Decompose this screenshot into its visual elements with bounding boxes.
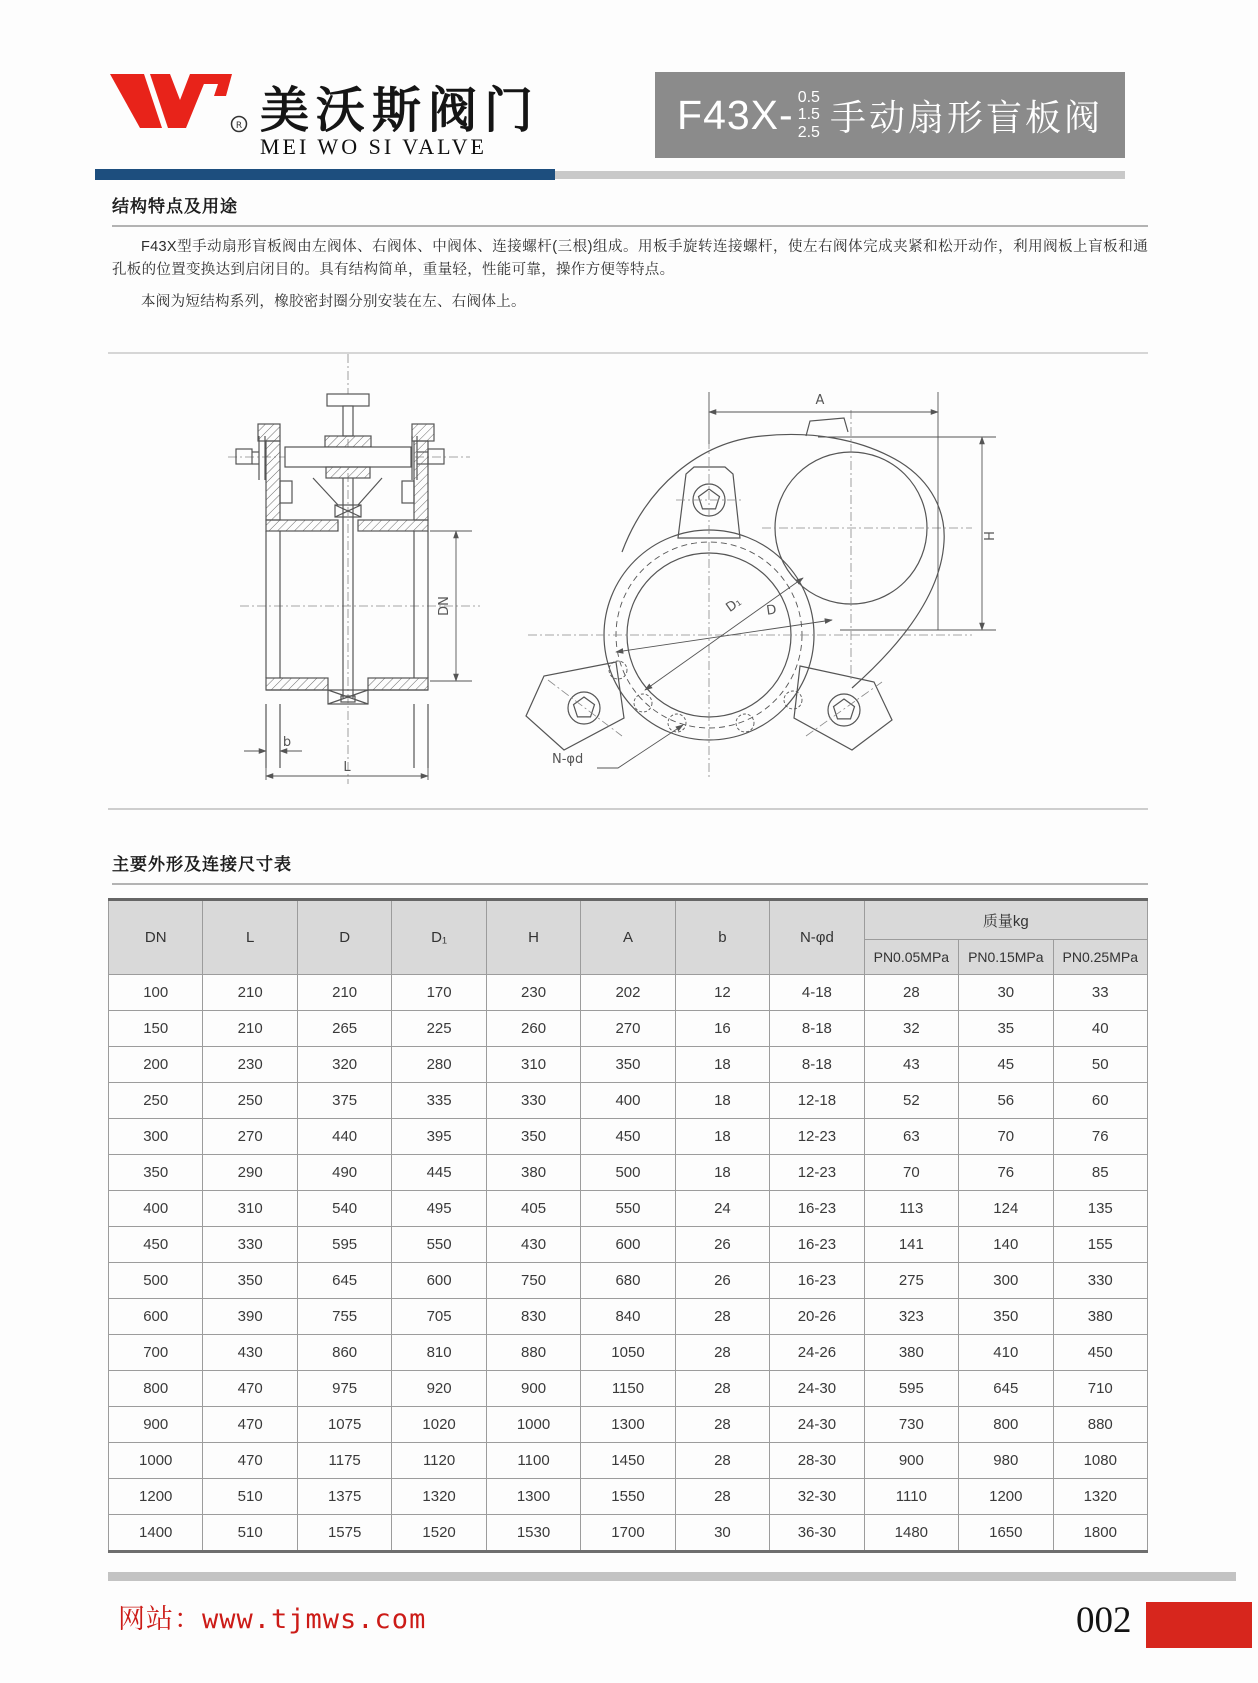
table-cell: 980 [959, 1443, 1053, 1479]
table-cell: 4-18 [770, 975, 864, 1011]
table-cell: 920 [392, 1371, 486, 1407]
table-cell: 140 [959, 1227, 1053, 1263]
table-cell: 1450 [581, 1443, 675, 1479]
table-cell: 155 [1053, 1227, 1147, 1263]
table-cell: 24 [675, 1191, 769, 1227]
dim-label-d1: D₁ [723, 594, 745, 616]
dimension-table [108, 898, 1148, 1553]
table-cell: 700 [109, 1335, 203, 1371]
table-cell: 390 [203, 1299, 297, 1335]
table-cell: 900 [486, 1371, 580, 1407]
table-cell: 450 [581, 1119, 675, 1155]
table-cell: 1480 [864, 1515, 958, 1552]
pressure-rating: 1.5 [797, 106, 820, 124]
table-cell: 202 [581, 975, 675, 1011]
table-cell: 335 [392, 1083, 486, 1119]
table-cell: 495 [392, 1191, 486, 1227]
table-cell: 1400 [109, 1515, 203, 1552]
table-cell: 28 [675, 1479, 769, 1515]
table-cell: 750 [486, 1263, 580, 1299]
footer-divider-bar [108, 1572, 1236, 1581]
table-cell: 45 [959, 1047, 1053, 1083]
table-cell: 350 [581, 1047, 675, 1083]
table-cell: 860 [297, 1335, 391, 1371]
table-cell: 800 [109, 1371, 203, 1407]
table-cell: 450 [109, 1227, 203, 1263]
table-row [109, 1299, 1148, 1335]
table-row [109, 1371, 1148, 1407]
table-row [109, 1479, 1148, 1515]
table-cell: 550 [581, 1191, 675, 1227]
table-cell: 395 [392, 1119, 486, 1155]
table-cell: 8-18 [770, 1047, 864, 1083]
table-cell: 28 [864, 975, 958, 1011]
table-cell: 56 [959, 1083, 1053, 1119]
table-cell: 76 [959, 1155, 1053, 1191]
table-cell: 225 [392, 1011, 486, 1047]
table-cell: 260 [486, 1011, 580, 1047]
table-cell: 900 [864, 1443, 958, 1479]
table-cell: 300 [109, 1119, 203, 1155]
table-cell: 350 [203, 1263, 297, 1299]
table-cell: 24-26 [770, 1335, 864, 1371]
table-cell: 600 [581, 1227, 675, 1263]
table-cell: 1320 [1053, 1479, 1147, 1515]
table-cell: 400 [109, 1191, 203, 1227]
table-cell: 880 [1053, 1407, 1147, 1443]
table-row [109, 1335, 1148, 1371]
table-cell: 28 [675, 1299, 769, 1335]
table-cell: 18 [675, 1047, 769, 1083]
column-header: L [203, 900, 297, 975]
table-cell: 810 [392, 1335, 486, 1371]
table-cell: 250 [203, 1083, 297, 1119]
table-row [109, 975, 1148, 1011]
table-cell: 730 [864, 1407, 958, 1443]
table-cell: 12-23 [770, 1119, 864, 1155]
table-cell: 28 [675, 1335, 769, 1371]
table-cell: 16-23 [770, 1227, 864, 1263]
header-accent-bar-gray [555, 171, 1125, 179]
table-cell: 405 [486, 1191, 580, 1227]
table-cell: 510 [203, 1515, 297, 1552]
table-cell: 1150 [581, 1371, 675, 1407]
table-cell: 70 [864, 1155, 958, 1191]
table-cell: 150 [109, 1011, 203, 1047]
table-cell: 135 [1053, 1191, 1147, 1227]
column-header: D₁ [392, 900, 486, 975]
table-cell: 600 [109, 1299, 203, 1335]
table-cell: 400 [581, 1083, 675, 1119]
table-cell: 595 [864, 1371, 958, 1407]
table-cell: 1375 [297, 1479, 391, 1515]
table-row [109, 1083, 1148, 1119]
valve-front-view-drawing [500, 340, 1000, 780]
header-accent-bar-blue [95, 169, 555, 180]
table-cell: 32-30 [770, 1479, 864, 1515]
product-title-banner [655, 72, 1125, 158]
table-cell: 330 [1053, 1263, 1147, 1299]
table-cell: 26 [675, 1227, 769, 1263]
table-cell: 680 [581, 1263, 675, 1299]
table-cell: 1200 [109, 1479, 203, 1515]
table-cell: 28 [675, 1371, 769, 1407]
table-cell: 28 [675, 1443, 769, 1479]
table-cell: 550 [392, 1227, 486, 1263]
table-cell: 380 [486, 1155, 580, 1191]
table-cell: 645 [297, 1263, 391, 1299]
table-cell: 1080 [1053, 1443, 1147, 1479]
table-cell: 141 [864, 1227, 958, 1263]
table-cell: 375 [297, 1083, 391, 1119]
table-cell: 63 [864, 1119, 958, 1155]
table-cell: 470 [203, 1371, 297, 1407]
table-cell: 490 [297, 1155, 391, 1191]
table-cell: 60 [1053, 1083, 1147, 1119]
table-cell: 1050 [581, 1335, 675, 1371]
table-cell: 410 [959, 1335, 1053, 1371]
table-cell: 52 [864, 1083, 958, 1119]
table-cell: 265 [297, 1011, 391, 1047]
footer-accent-block [1146, 1602, 1252, 1648]
table-cell: 28 [675, 1407, 769, 1443]
table-cell: 595 [297, 1227, 391, 1263]
table-cell: 1300 [581, 1407, 675, 1443]
page-number: 002 [1076, 1600, 1132, 1641]
table-row [109, 1047, 1148, 1083]
table-cell: 200 [109, 1047, 203, 1083]
dim-label-l: L [343, 760, 351, 775]
table-cell: 28-30 [770, 1443, 864, 1479]
features-paragraph-2: 本阀为短结构系列，橡胶密封圈分别安装在左、右阀体上。 [141, 294, 526, 311]
table-cell: 24-30 [770, 1407, 864, 1443]
table-row [109, 1227, 1148, 1263]
table-cell: 275 [864, 1263, 958, 1299]
table-cell: 500 [109, 1263, 203, 1299]
column-header: H [486, 900, 580, 975]
table-cell: 1000 [109, 1443, 203, 1479]
pressure-ratings [798, 89, 820, 142]
dim-label-dn: DN [437, 596, 452, 616]
table-cell: 470 [203, 1407, 297, 1443]
table-row [109, 1263, 1148, 1299]
dim-label-h: H [983, 531, 998, 541]
weight-column-header: PN0.15MPa [959, 940, 1053, 975]
pressure-rating: 0.5 [797, 88, 820, 106]
table-cell: 16 [675, 1011, 769, 1047]
table-cell: 210 [203, 975, 297, 1011]
table-cell: 1530 [486, 1515, 580, 1552]
footer-website: 网站：www.tjmws.com [118, 1604, 427, 1635]
table-row [109, 1443, 1148, 1479]
table-cell: 100 [109, 975, 203, 1011]
table-cell: 755 [297, 1299, 391, 1335]
valve-cross-section-drawing [180, 348, 500, 788]
table-cell: 330 [203, 1227, 297, 1263]
table-cell: 1020 [392, 1407, 486, 1443]
column-header: N-φd [770, 900, 864, 975]
table-row [109, 1191, 1148, 1227]
table-cell: 43 [864, 1047, 958, 1083]
table-cell: 1700 [581, 1515, 675, 1552]
product-name: 手动扇形盲板阀 [829, 96, 1103, 138]
table-cell: 1100 [486, 1443, 580, 1479]
table-cell: 1200 [959, 1479, 1053, 1515]
table-cell: 510 [203, 1479, 297, 1515]
table-cell: 1800 [1053, 1515, 1147, 1552]
table-cell: 32 [864, 1011, 958, 1047]
table-cell: 600 [392, 1263, 486, 1299]
brand-name-english: MEI WO SI VALVE [260, 134, 487, 159]
table-cell: 113 [864, 1191, 958, 1227]
table-cell: 710 [1053, 1371, 1147, 1407]
table-cell: 18 [675, 1083, 769, 1119]
table-cell: 36-30 [770, 1515, 864, 1552]
table-cell: 320 [297, 1047, 391, 1083]
table-cell: 40 [1053, 1011, 1147, 1047]
table-cell: 350 [486, 1119, 580, 1155]
table-cell: 12 [675, 975, 769, 1011]
table-cell: 250 [109, 1083, 203, 1119]
table-cell: 280 [392, 1047, 486, 1083]
table-cell: 18 [675, 1119, 769, 1155]
table-cell: 330 [486, 1083, 580, 1119]
table-cell: 20-26 [770, 1299, 864, 1335]
table-cell: 18 [675, 1155, 769, 1191]
column-header: b [675, 900, 769, 975]
table-cell: 170 [392, 975, 486, 1011]
table-cell: 840 [581, 1299, 675, 1335]
table-cell: 645 [959, 1371, 1053, 1407]
dimension-table-wrap [108, 898, 1148, 1553]
table-cell: 310 [486, 1047, 580, 1083]
table-cell: 16-23 [770, 1191, 864, 1227]
table-cell: 1520 [392, 1515, 486, 1552]
table-cell: 1110 [864, 1479, 958, 1515]
table-cell: 430 [486, 1227, 580, 1263]
table-cell: 50 [1053, 1047, 1147, 1083]
model-code: F43X- [677, 91, 794, 138]
dim-label-d: D [765, 602, 778, 619]
table-cell: 380 [1053, 1299, 1147, 1335]
table-cell: 1000 [486, 1407, 580, 1443]
table-cell: 1120 [392, 1443, 486, 1479]
dimension-table-heading: 主要外形及连接尺寸表 [112, 850, 1148, 885]
dim-label-b: b [282, 735, 292, 750]
table-cell: 975 [297, 1371, 391, 1407]
weight-column-header: PN0.05MPa [864, 940, 958, 975]
features-section [112, 192, 1148, 315]
table-cell: 210 [203, 1011, 297, 1047]
table-cell: 705 [392, 1299, 486, 1335]
dimension-table-section [112, 850, 1148, 885]
table-cell: 310 [203, 1191, 297, 1227]
table-cell: 540 [297, 1191, 391, 1227]
table-cell: 1550 [581, 1479, 675, 1515]
table-cell: 270 [203, 1119, 297, 1155]
table-cell: 300 [959, 1263, 1053, 1299]
table-cell: 16-23 [770, 1263, 864, 1299]
table-cell: 430 [203, 1335, 297, 1371]
features-paragraph-1: F43X型手动扇形盲板阀由左阀体、右阀体、中阀体、连接螺杆(三根)组成。用板手旋转连接螺杆，使左右阀体完成夹紧和松开动作，利用阀板上盲板和通孔板的位置变换达到启闭目的。具有结构简单，重量轻，性能可靠，操作方便等特点。 [112, 239, 1148, 279]
table-row [109, 1011, 1148, 1047]
table-cell: 1650 [959, 1515, 1053, 1552]
table-cell: 30 [959, 975, 1053, 1011]
brand-logo-icon [108, 66, 258, 148]
table-cell: 30 [675, 1515, 769, 1552]
table-cell: 12-23 [770, 1155, 864, 1191]
table-cell: 1320 [392, 1479, 486, 1515]
table-cell: 440 [297, 1119, 391, 1155]
table-cell: 880 [486, 1335, 580, 1371]
dimension-table-body [109, 975, 1148, 1552]
table-cell: 12-18 [770, 1083, 864, 1119]
table-cell: 230 [486, 975, 580, 1011]
table-row [109, 1155, 1148, 1191]
table-cell: 35 [959, 1011, 1053, 1047]
table-cell: 500 [581, 1155, 675, 1191]
table-cell: 76 [1053, 1119, 1147, 1155]
table-row [109, 1407, 1148, 1443]
table-cell: 24-30 [770, 1371, 864, 1407]
column-header: DN [109, 900, 203, 975]
table-cell: 1300 [486, 1479, 580, 1515]
table-cell: 380 [864, 1335, 958, 1371]
table-cell: 124 [959, 1191, 1053, 1227]
pressure-rating: 2.5 [797, 123, 820, 141]
table-header-row [109, 900, 1148, 940]
table-cell: 800 [959, 1407, 1053, 1443]
table-cell: 210 [297, 975, 391, 1011]
table-cell: 350 [959, 1299, 1053, 1335]
table-cell: 445 [392, 1155, 486, 1191]
divider [108, 808, 1148, 810]
table-cell: 230 [203, 1047, 297, 1083]
table-cell: 900 [109, 1407, 203, 1443]
table-cell: 830 [486, 1299, 580, 1335]
svg-text:R: R [235, 121, 243, 131]
table-cell: 26 [675, 1263, 769, 1299]
table-cell: 1175 [297, 1443, 391, 1479]
column-header: D [297, 900, 391, 975]
table-cell: 450 [1053, 1335, 1147, 1371]
table-cell: 70 [959, 1119, 1053, 1155]
table-cell: 1075 [297, 1407, 391, 1443]
table-cell: 290 [203, 1155, 297, 1191]
table-cell: 470 [203, 1443, 297, 1479]
weight-column-header: PN0.25MPa [1053, 940, 1147, 975]
table-cell: 1575 [297, 1515, 391, 1552]
dim-label-a: A [815, 393, 825, 408]
weight-group-header: 质量kg [864, 900, 1147, 940]
table-cell: 323 [864, 1299, 958, 1335]
table-cell: 33 [1053, 975, 1147, 1011]
table-cell: 85 [1053, 1155, 1147, 1191]
table-row [109, 1515, 1148, 1552]
brand-name-chinese: 美沃斯阀门 [260, 83, 541, 138]
table-row [109, 1119, 1148, 1155]
table-cell: 8-18 [770, 1011, 864, 1047]
column-header: A [581, 900, 675, 975]
dim-label-n-phi-d: N-φd [552, 752, 584, 767]
features-heading: 结构特点及用途 [112, 192, 1148, 227]
table-cell: 350 [109, 1155, 203, 1191]
table-cell: 270 [581, 1011, 675, 1047]
